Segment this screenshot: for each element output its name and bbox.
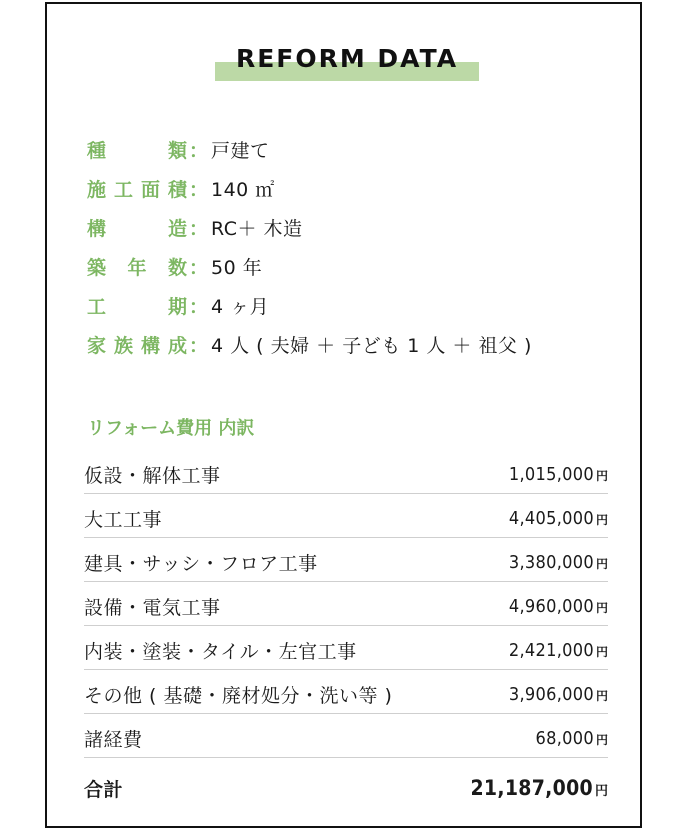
spec-label-colon: ： [189, 335, 209, 357]
spec-label-char: 族 [113, 335, 133, 357]
spec-label-char: 積 [167, 179, 187, 201]
cost-item-name: 建具・サッシ・フロア工事 [84, 553, 318, 575]
spec-value: 4 ヶ月 [211, 296, 270, 318]
amount-unit: 円 [595, 469, 608, 483]
cost-item-name: 大工工事 [84, 509, 163, 531]
spec-row [87, 286, 607, 325]
spec-label-char: 造 [167, 218, 187, 240]
total-amount [470, 776, 608, 800]
cost-amount [509, 552, 608, 573]
cost-item-name: 仮設・解体工事 [84, 465, 221, 487]
cost-amount [509, 464, 608, 485]
spec-label-char: 成 [167, 335, 187, 357]
spec-label-text [87, 331, 187, 358]
cost-row [84, 714, 608, 758]
page-title: REFORM DATA [235, 44, 459, 73]
spec-label-text [87, 253, 187, 280]
spec-label-colon: ： [189, 179, 209, 201]
spec-label-char: 工 [113, 179, 133, 201]
amount-unit: 円 [595, 733, 608, 747]
amount-unit: 円 [595, 513, 608, 527]
spec-label [87, 292, 207, 319]
spec-label-char: 期 [167, 296, 187, 318]
cost-row [84, 670, 608, 714]
spec-row [87, 169, 607, 208]
amount-number: 4,405,000 [508, 508, 594, 529]
spec-label-char: 種 [87, 140, 107, 162]
spec-label-char: 構 [87, 218, 107, 240]
amount-unit: 円 [594, 784, 608, 799]
spec-row [87, 325, 607, 364]
spec-label-char: 築 [87, 257, 107, 279]
spec-label-colon: ： [189, 218, 209, 240]
spec-value: 140 ㎡ [211, 179, 275, 201]
spec-label-text [87, 136, 187, 163]
cost-item-name: 諸経費 [84, 729, 143, 751]
title-block [215, 40, 479, 84]
cost-amount [536, 728, 608, 749]
spec-label-text [87, 175, 187, 202]
spec-label [87, 175, 207, 202]
amount-number: 68,000 [535, 728, 594, 749]
amount-unit: 円 [595, 601, 608, 615]
amount-number: 21,187,000 [470, 776, 593, 800]
spec-value: 戸建て [211, 140, 270, 162]
spec-row [87, 130, 607, 169]
cost-amount [509, 596, 608, 617]
spec-label-char: 面 [140, 179, 160, 201]
cost-amount [509, 508, 608, 529]
cost-section-title: リフォーム費用 内訳 [87, 418, 255, 439]
spec-label-char: 年 [127, 257, 147, 279]
spec-label-char: 施 [87, 179, 107, 201]
spec-value: 4 人 ( 夫婦 ＋ 子ども 1 人 ＋ 祖父 ) [211, 335, 532, 357]
amount-number: 4,960,000 [508, 596, 594, 617]
spec-label-char: 類 [167, 140, 187, 162]
amount-number: 3,380,000 [508, 552, 594, 573]
spec-label-char: 数 [167, 257, 187, 279]
cost-row [84, 494, 608, 538]
spec-label-colon: ： [189, 296, 209, 318]
spec-label-char: 工 [87, 296, 107, 318]
cost-item-name: その他 ( 基礎・廃材処分・洗い等 ) [84, 685, 393, 707]
reform-data-card [45, 2, 642, 828]
cost-row [84, 582, 608, 626]
spec-label [87, 253, 207, 280]
spec-label [87, 136, 207, 163]
amount-number: 3,906,000 [508, 684, 594, 705]
spec-label-char: 家 [87, 335, 107, 357]
cost-amount [509, 640, 608, 661]
amount-number: 1,015,000 [508, 464, 594, 485]
spec-value: 50 年 [211, 257, 263, 279]
spec-label-char: 構 [140, 335, 160, 357]
total-label: 合計 [84, 778, 124, 801]
spec-row [87, 247, 607, 286]
cost-list [84, 450, 608, 808]
spec-label [87, 214, 207, 241]
cost-amount [509, 684, 608, 705]
spec-label [87, 331, 207, 358]
spec-label-text [87, 292, 187, 319]
spec-value: RC＋ 木造 [211, 218, 303, 240]
cost-row [84, 626, 608, 670]
cost-item-name: 設備・電気工事 [84, 597, 221, 619]
cost-item-name: 内装・塗装・タイル・左官工事 [84, 641, 357, 663]
spec-label-text [87, 214, 187, 241]
amount-unit: 円 [595, 557, 608, 571]
amount-unit: 円 [595, 645, 608, 659]
spec-list [87, 130, 607, 364]
cost-row [84, 538, 608, 582]
cost-row [84, 450, 608, 494]
spec-label-colon: ： [189, 140, 209, 162]
spec-label-colon: ： [189, 257, 209, 279]
total-row [84, 758, 608, 808]
amount-unit: 円 [595, 689, 608, 703]
amount-number: 2,421,000 [508, 640, 594, 661]
spec-row [87, 208, 607, 247]
